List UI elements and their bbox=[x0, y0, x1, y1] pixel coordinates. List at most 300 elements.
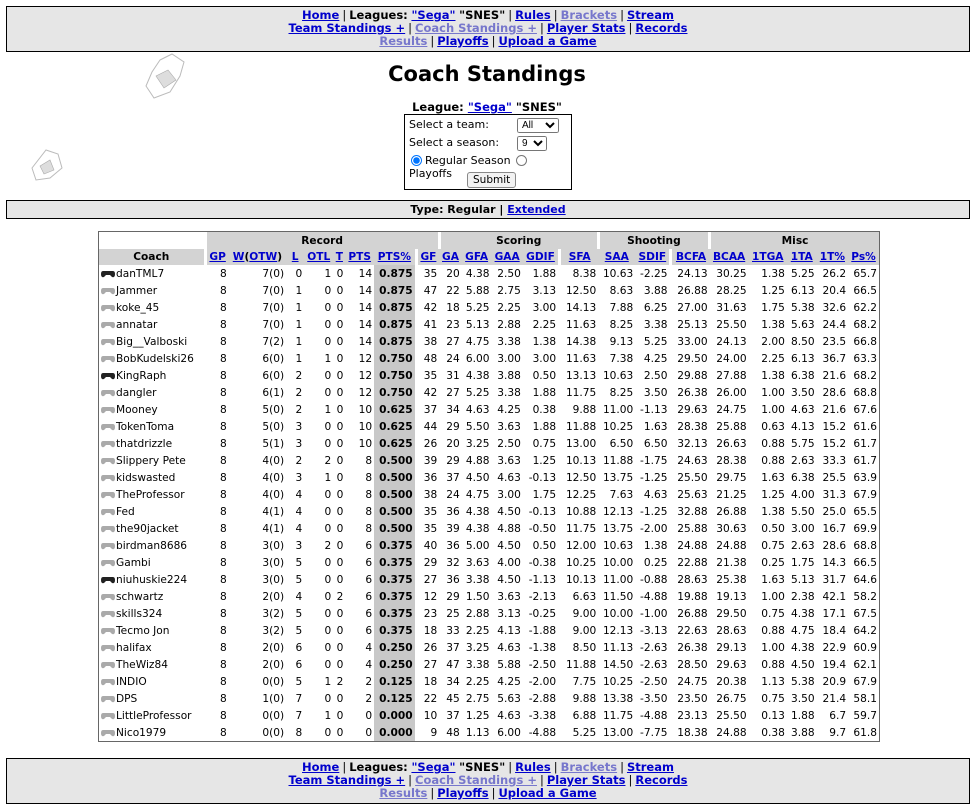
cell-bcaa: 25.50 bbox=[716, 318, 747, 331]
coach-name: kidswasted bbox=[116, 471, 176, 484]
cell-ta: 5.13 bbox=[791, 573, 815, 586]
table-row bbox=[99, 282, 879, 299]
cell-bcfa: 33.00 bbox=[671, 333, 710, 350]
nav-playoffs-link[interactable]: Playoffs bbox=[437, 34, 489, 48]
cell-gaa: 4.50 bbox=[497, 505, 521, 518]
cell-pts: 6 bbox=[365, 607, 373, 620]
nav-player-stats-link[interactable]: Player Stats bbox=[546, 21, 626, 35]
cell-pts: 12 bbox=[358, 369, 373, 382]
nav-brackets-link[interactable]: Brackets bbox=[560, 8, 618, 22]
cell-sdif: -3.13 bbox=[640, 624, 668, 637]
cell-gfa: 5.00 bbox=[465, 539, 490, 552]
cell-gdif: 1.88 bbox=[532, 420, 557, 433]
cell-sdif: -4.88 bbox=[640, 709, 668, 722]
cell-t: 0 bbox=[336, 505, 344, 518]
cell-ps: 61.8 bbox=[853, 726, 877, 739]
nav-league-snes-label: "SNES" bbox=[459, 760, 506, 774]
cell-l: 8 bbox=[295, 726, 303, 739]
cell-t: 0 bbox=[336, 573, 344, 586]
cell-pct: 0.875 bbox=[374, 282, 416, 299]
cell-gdif: -4.88 bbox=[528, 726, 557, 739]
nav-playoffs-link[interactable]: Playoffs bbox=[437, 786, 489, 800]
cell-w: 7(0) bbox=[262, 284, 285, 297]
cell-gf: 35 bbox=[416, 520, 439, 537]
table-row bbox=[99, 367, 879, 384]
cell-sdif: 3.50 bbox=[643, 386, 668, 399]
cell-sdif: -7.75 bbox=[640, 726, 668, 739]
cell-saa: 13.38 bbox=[602, 692, 634, 705]
cell-w: 7(0) bbox=[262, 301, 285, 314]
nav-home-link[interactable]: Home bbox=[302, 8, 340, 22]
cell-w: 5(1) bbox=[262, 437, 285, 450]
cell-bcaa: 28.38 bbox=[716, 454, 747, 467]
cell-gaa: 3.38 bbox=[497, 335, 521, 348]
cell-gp: 8 bbox=[205, 350, 229, 367]
cell-gdif: -1.13 bbox=[528, 573, 557, 586]
table-row bbox=[99, 554, 879, 571]
cell-w: 4(0) bbox=[262, 488, 285, 501]
cell-bcaa: 29.75 bbox=[716, 471, 747, 484]
col-gp-link[interactable]: GP bbox=[209, 251, 226, 263]
col-sfa-link[interactable]: SFA bbox=[568, 251, 591, 263]
cell-l: 1 bbox=[295, 318, 303, 331]
col-t-link[interactable]: T bbox=[335, 251, 343, 263]
cell-l: 3 bbox=[295, 420, 303, 433]
cell-sdif: 3.88 bbox=[643, 284, 668, 297]
cell-tga: 1.38 bbox=[761, 505, 785, 518]
cell-w: 6(1) bbox=[262, 386, 285, 399]
cell-otl: 0 bbox=[324, 386, 332, 399]
coach-name: LittleProfessor bbox=[116, 709, 192, 722]
col-w-link[interactable]: W bbox=[232, 251, 245, 263]
season-filter-row bbox=[409, 136, 499, 149]
cell-tpct: 24.4 bbox=[822, 318, 847, 331]
cell-gp: 8 bbox=[205, 452, 229, 469]
col-ps-link[interactable]: Ps% bbox=[851, 251, 876, 263]
coach-cell bbox=[99, 435, 205, 452]
cell-saa: 11.00 bbox=[602, 403, 634, 416]
cell-tga: 1.25 bbox=[761, 284, 785, 297]
cell-gdif: 3.00 bbox=[532, 352, 557, 365]
cell-gdif: -2.88 bbox=[528, 692, 557, 705]
cell-tga: 2.25 bbox=[761, 352, 785, 365]
cell-sdif: 5.25 bbox=[643, 335, 668, 348]
cell-tga: 0.88 bbox=[761, 454, 785, 467]
cell-ga: 37 bbox=[446, 709, 460, 722]
cell-otl: 1 bbox=[324, 352, 332, 365]
cell-otl: 0 bbox=[324, 573, 332, 586]
cell-pts: 6 bbox=[365, 556, 373, 569]
cell-pts: 0 bbox=[365, 709, 373, 722]
cell-gaa: 4.25 bbox=[497, 675, 521, 688]
cell-w: 6(0) bbox=[262, 369, 285, 382]
nav-player-stats-link[interactable]: Player Stats bbox=[546, 773, 626, 787]
cell-gf: 22 bbox=[416, 690, 439, 707]
cell-t: 0 bbox=[336, 556, 344, 569]
regular-season-radio[interactable] bbox=[411, 155, 422, 166]
cell-t: 0 bbox=[336, 420, 344, 433]
cell-ta: 4.50 bbox=[791, 658, 815, 671]
cell-t: 0 bbox=[336, 403, 344, 416]
grey-controller-icon bbox=[101, 627, 115, 635]
cell-gdif: 0.50 bbox=[532, 369, 557, 382]
nav-upload-link[interactable]: Upload a Game bbox=[498, 786, 597, 800]
cell-gfa: 5.88 bbox=[465, 284, 490, 297]
coach-cell bbox=[99, 520, 205, 537]
season-select[interactable] bbox=[517, 136, 547, 151]
cell-sfa: 9.88 bbox=[560, 690, 599, 707]
cell-ta: 2.38 bbox=[791, 590, 815, 603]
cell-pts: 14 bbox=[358, 301, 373, 314]
cell-saa: 11.88 bbox=[602, 454, 634, 467]
cell-gf: 29 bbox=[416, 554, 439, 571]
table-row bbox=[99, 588, 879, 605]
col-saa-link[interactable]: SAA bbox=[604, 251, 629, 263]
coach-name: skills324 bbox=[116, 607, 163, 620]
cell-gdif: 1.88 bbox=[532, 386, 557, 399]
coach-name: niuhuskie224 bbox=[116, 573, 188, 586]
filter-form bbox=[404, 114, 572, 190]
nav-results-link[interactable]: Results bbox=[379, 786, 428, 800]
cell-tpct: 22.9 bbox=[822, 641, 847, 654]
cell-l: 1 bbox=[295, 284, 303, 297]
cell-gaa: 2.75 bbox=[497, 284, 521, 297]
cell-sdif: 1.63 bbox=[643, 420, 668, 433]
cell-pts: 0 bbox=[365, 726, 373, 739]
cell-gdif: 0.50 bbox=[532, 539, 557, 552]
cell-gdif: 0.38 bbox=[532, 403, 557, 416]
cell-pts: 6 bbox=[365, 624, 373, 637]
cell-ga: 18 bbox=[446, 301, 460, 314]
nav-league-sega-link[interactable]: "Sega" bbox=[411, 760, 456, 774]
cell-w: 4(1) bbox=[262, 505, 285, 518]
table-row bbox=[99, 469, 879, 486]
league-line bbox=[0, 100, 974, 114]
cell-w: 6(0) bbox=[262, 352, 285, 365]
cell-tga: 1.38 bbox=[761, 369, 785, 382]
cell-gaa: 3.63 bbox=[497, 420, 521, 433]
cell-pts: 6 bbox=[365, 573, 373, 586]
coach-cell bbox=[99, 316, 205, 333]
cell-t: 0 bbox=[336, 539, 344, 552]
cell-ps: 68.2 bbox=[853, 318, 877, 331]
cell-t: 0 bbox=[336, 301, 344, 314]
col-otw-link[interactable]: OTW bbox=[249, 251, 278, 263]
cell-tga: 0.88 bbox=[761, 658, 785, 671]
submit-button[interactable]: Submit bbox=[467, 172, 516, 188]
cell-ga: 37 bbox=[446, 641, 460, 654]
cell-l: 0 bbox=[295, 267, 303, 280]
col-l-link[interactable]: L bbox=[291, 251, 299, 263]
nav-coach-standings-link[interactable]: Coach Standings + bbox=[415, 21, 537, 35]
cell-saa: 10.00 bbox=[602, 556, 634, 569]
cell-sfa: 9.00 bbox=[560, 605, 599, 622]
cell-gp: 8 bbox=[205, 605, 229, 622]
cell-ga: 47 bbox=[446, 658, 460, 671]
cell-pts: 10 bbox=[358, 437, 373, 450]
cell-gfa: 1.50 bbox=[465, 590, 490, 603]
col-coach: Coach bbox=[99, 249, 205, 265]
cell-ta: 5.38 bbox=[791, 301, 815, 314]
nav-league-sega-link[interactable]: "Sega" bbox=[411, 8, 456, 22]
cell-sfa: 9.00 bbox=[560, 622, 599, 639]
coach-name: schwartz bbox=[116, 590, 164, 603]
cell-l: 4 bbox=[295, 505, 303, 518]
table-row bbox=[99, 299, 879, 316]
nav-team-standings-link[interactable]: Team Standings + bbox=[288, 773, 406, 787]
cell-tpct: 42.1 bbox=[822, 590, 847, 603]
nav-brackets-link[interactable]: Brackets bbox=[560, 760, 618, 774]
cell-gdif: 1.88 bbox=[532, 267, 557, 280]
nav-results-link[interactable]: Results bbox=[379, 34, 428, 48]
cell-bcfa: 29.50 bbox=[671, 350, 710, 367]
cell-gaa: 3.00 bbox=[497, 488, 521, 501]
cell-t: 0 bbox=[336, 284, 344, 297]
page-title: Coach Standings bbox=[388, 62, 586, 86]
cell-gp: 8 bbox=[205, 673, 229, 690]
table-row bbox=[99, 401, 879, 418]
cell-pct: 0.250 bbox=[374, 656, 416, 673]
grey-controller-icon bbox=[101, 406, 115, 414]
coach-name: the90jacket bbox=[116, 522, 179, 535]
cell-w: 5(0) bbox=[262, 403, 285, 416]
cell-otl: 0 bbox=[324, 335, 332, 348]
cell-otl: 0 bbox=[324, 420, 332, 433]
cell-ga: 36 bbox=[446, 573, 460, 586]
cell-gdif: -2.50 bbox=[528, 658, 557, 671]
cell-sfa: 8.38 bbox=[560, 265, 599, 282]
cell-sdif: 1.38 bbox=[643, 539, 668, 552]
cell-saa: 10.63 bbox=[602, 539, 634, 552]
col-1tpct-link[interactable]: 1T% bbox=[819, 251, 845, 263]
grey-controller-icon bbox=[101, 729, 115, 737]
league-label: League: bbox=[412, 100, 464, 114]
grey-controller-icon bbox=[101, 287, 115, 295]
cell-w: 4(0) bbox=[262, 471, 285, 484]
grey-controller-icon bbox=[101, 321, 115, 329]
cell-tga: 0.63 bbox=[761, 420, 785, 433]
cell-saa: 10.63 bbox=[602, 267, 634, 280]
cell-gaa: 2.50 bbox=[497, 267, 521, 280]
cell-otl: 0 bbox=[324, 522, 332, 535]
nav-home-link[interactable]: Home bbox=[302, 760, 340, 774]
cell-otl: 0 bbox=[324, 284, 332, 297]
cell-t: 0 bbox=[336, 386, 344, 399]
cell-ps: 67.5 bbox=[853, 607, 877, 620]
cell-bcaa: 28.25 bbox=[716, 284, 747, 297]
cell-gfa: 5.25 bbox=[465, 301, 490, 314]
nav-stream-link[interactable]: Stream bbox=[626, 8, 674, 22]
cell-t: 0 bbox=[336, 267, 344, 280]
col-otl-link[interactable]: OTL bbox=[307, 251, 331, 263]
black-controller-icon bbox=[101, 270, 115, 278]
col-gaa-link[interactable]: GAA bbox=[494, 251, 520, 263]
nav-records-link[interactable]: Records bbox=[635, 773, 688, 787]
table-row bbox=[99, 537, 879, 554]
cell-gp: 8 bbox=[205, 401, 229, 418]
cell-w: 3(0) bbox=[262, 573, 285, 586]
cell-sdif: -1.25 bbox=[640, 505, 668, 518]
cell-w: 3(2) bbox=[262, 607, 285, 620]
cell-ga: 20 bbox=[446, 267, 460, 280]
cell-l: 4 bbox=[295, 488, 303, 501]
grey-controller-icon bbox=[101, 661, 115, 669]
cell-sfa: 11.75 bbox=[560, 520, 599, 537]
col-gdif-link[interactable]: GDIF bbox=[526, 251, 555, 263]
grey-controller-icon bbox=[101, 338, 115, 346]
cell-gaa: 2.50 bbox=[497, 437, 521, 450]
cell-l: 4 bbox=[295, 590, 303, 603]
cell-otl: 0 bbox=[324, 556, 332, 569]
cell-gaa: 2.25 bbox=[497, 301, 521, 314]
cell-gfa: 4.63 bbox=[465, 403, 490, 416]
cell-w: 7(2) bbox=[262, 335, 285, 348]
cell-ps: 60.9 bbox=[853, 641, 877, 654]
cell-saa: 13.75 bbox=[602, 471, 634, 484]
cell-ga: 29 bbox=[446, 420, 460, 433]
cell-sdif: -2.00 bbox=[640, 522, 668, 535]
cell-ps: 63.9 bbox=[853, 471, 877, 484]
nav-records-link[interactable]: Records bbox=[635, 21, 688, 35]
grey-controller-icon bbox=[101, 474, 115, 482]
cell-ta: 5.25 bbox=[791, 267, 815, 280]
cell-gp: 8 bbox=[205, 503, 229, 520]
col-sdif-link[interactable]: SDIF bbox=[638, 251, 667, 263]
nav-team-standings-link[interactable]: Team Standings + bbox=[288, 21, 406, 35]
cell-sdif: -3.50 bbox=[640, 692, 668, 705]
cell-ga: 24 bbox=[446, 488, 460, 501]
grey-controller-icon bbox=[101, 457, 115, 465]
coach-name: Gambi bbox=[116, 556, 151, 569]
col-pts-link[interactable]: PTS bbox=[348, 251, 372, 263]
cell-tpct: 21.4 bbox=[822, 692, 847, 705]
cell-bcaa: 24.00 bbox=[716, 352, 747, 365]
coach-cell bbox=[99, 503, 205, 520]
team-select-label: Select a team: bbox=[409, 118, 489, 131]
coach-name: Fed bbox=[116, 505, 135, 518]
cell-tpct: 21.6 bbox=[822, 403, 847, 416]
cell-sdif: 6.25 bbox=[643, 301, 668, 314]
cell-saa: 11.00 bbox=[602, 573, 634, 586]
coach-name: Nico1979 bbox=[116, 726, 167, 739]
nav-rules-link[interactable]: Rules bbox=[515, 760, 551, 774]
cell-l: 2 bbox=[295, 454, 303, 467]
cell-t: 0 bbox=[336, 726, 344, 739]
grey-controller-icon bbox=[101, 491, 115, 499]
type-bar bbox=[6, 200, 970, 219]
nav-stream-link[interactable]: Stream bbox=[626, 760, 674, 774]
cell-gf: 38 bbox=[416, 333, 439, 350]
cell-t: 0 bbox=[336, 692, 344, 705]
cell-saa: 7.38 bbox=[609, 352, 634, 365]
col-1tga-link[interactable]: 1TGA bbox=[752, 251, 784, 263]
cell-w: 2(0) bbox=[262, 590, 285, 603]
playoffs-radio[interactable] bbox=[516, 155, 527, 166]
cell-ta: 1.88 bbox=[791, 709, 815, 722]
col-gf-link[interactable]: GF bbox=[420, 251, 437, 263]
coach-name: TheWiz84 bbox=[116, 658, 168, 671]
cell-sfa: 12.25 bbox=[560, 486, 599, 503]
cell-ps: 64.2 bbox=[853, 624, 877, 637]
cell-tpct: 25.5 bbox=[822, 471, 847, 484]
cell-l: 2 bbox=[295, 386, 303, 399]
cell-sdif: -1.13 bbox=[640, 403, 668, 416]
cell-pts: 10 bbox=[358, 403, 373, 416]
cell-bcaa: 26.75 bbox=[716, 692, 747, 705]
cell-bcaa: 24.88 bbox=[716, 539, 747, 552]
table-row bbox=[99, 265, 879, 282]
coach-name: TokenToma bbox=[116, 420, 175, 433]
cell-pct: 0.500 bbox=[374, 503, 416, 520]
cell-gf: 26 bbox=[416, 435, 439, 452]
cell-pts: 2 bbox=[365, 675, 373, 688]
cell-saa: 7.63 bbox=[609, 488, 634, 501]
col-1ta-link[interactable]: 1TA bbox=[790, 251, 813, 263]
table-row bbox=[99, 707, 879, 724]
col-ga-link[interactable]: GA bbox=[442, 251, 459, 263]
cell-tga: 1.13 bbox=[761, 675, 785, 688]
nav-league-snes-label: "SNES" bbox=[459, 8, 506, 22]
coach-cell bbox=[99, 486, 205, 503]
nav-upload-link[interactable]: Upload a Game bbox=[498, 34, 597, 48]
cell-w: 3(0) bbox=[262, 556, 285, 569]
cell-tpct: 16.7 bbox=[822, 522, 847, 535]
cell-gf: 10 bbox=[416, 707, 439, 724]
bottom-nav: Home | Leagues: "Sega" "SNES" | Rules | Brackets | Stream Team Standings + | Coach Standings + | Player Stats | Records Results | Playoffs | Upload a Game bbox=[6, 758, 970, 804]
cell-saa: 10.63 bbox=[602, 369, 634, 382]
cell-otl: 0 bbox=[324, 505, 332, 518]
cell-gaa: 2.88 bbox=[497, 318, 521, 331]
cell-sdif: 4.63 bbox=[643, 488, 668, 501]
cell-w: 2(0) bbox=[262, 641, 285, 654]
cell-sfa: 11.63 bbox=[560, 316, 599, 333]
cell-ps: 68.8 bbox=[853, 386, 877, 399]
cell-saa: 10.25 bbox=[602, 675, 634, 688]
nav-rules-link[interactable]: Rules bbox=[515, 8, 551, 22]
cell-ps: 68.2 bbox=[853, 369, 877, 382]
cell-pts: 12 bbox=[358, 352, 373, 365]
cell-ga: 36 bbox=[446, 505, 460, 518]
cell-w: 7(0) bbox=[262, 267, 285, 280]
col-gfa-link[interactable]: GFA bbox=[465, 251, 489, 263]
cell-saa: 14.50 bbox=[602, 658, 634, 671]
nav-leagues-label: Leagues: bbox=[349, 8, 408, 22]
cell-ta: 4.38 bbox=[791, 607, 815, 620]
coach-cell bbox=[99, 690, 205, 707]
table-row bbox=[99, 418, 879, 435]
team-select[interactable] bbox=[517, 118, 559, 133]
cell-bcfa: 29.63 bbox=[671, 401, 710, 418]
cell-gfa: 6.00 bbox=[465, 352, 490, 365]
col-bcfa-link[interactable]: BCFA bbox=[675, 251, 707, 263]
extended-link[interactable]: Extended bbox=[507, 203, 566, 216]
col-pct-link[interactable]: PTS% bbox=[377, 251, 411, 263]
cell-pts: 8 bbox=[365, 488, 373, 501]
coach-cell bbox=[99, 401, 205, 418]
col-bcaa-link[interactable]: BCAA bbox=[712, 251, 746, 263]
cell-otl: 0 bbox=[324, 641, 332, 654]
coach-cell bbox=[99, 707, 205, 724]
cell-gaa: 3.38 bbox=[497, 386, 521, 399]
cell-sdif: 4.25 bbox=[643, 352, 668, 365]
cell-pct: 0.625 bbox=[374, 401, 416, 418]
nav-coach-standings-link[interactable]: Coach Standings + bbox=[415, 773, 537, 787]
cell-sdif: 2.50 bbox=[643, 369, 668, 382]
cell-ga: 32 bbox=[446, 556, 460, 569]
league-sega-link[interactable]: "Sega" bbox=[467, 100, 512, 114]
grey-controller-icon bbox=[101, 440, 115, 448]
cell-otl: 1 bbox=[324, 403, 332, 416]
